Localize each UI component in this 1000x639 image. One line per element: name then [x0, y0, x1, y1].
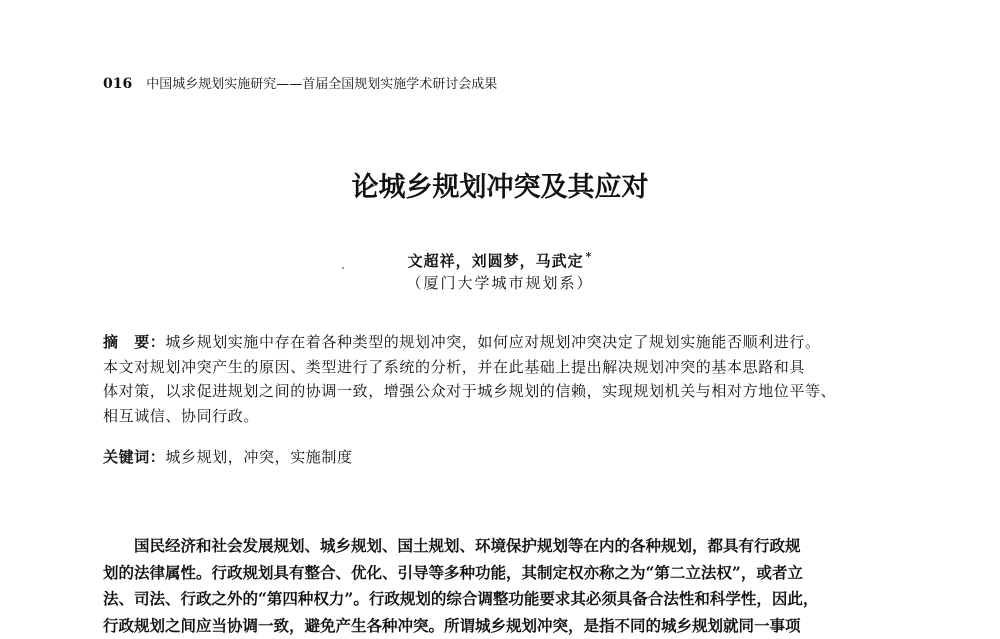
author-names: 文超祥，刘圆梦，马武定 — [407, 252, 584, 270]
abstract-line — [103, 330, 903, 355]
author-footnote-mark: * — [585, 250, 593, 263]
article-title: 论城乡规划冲突及其应对 — [351, 172, 649, 203]
body-line: 行政规划之间应当协调一致，避免产生各种冲突。所谓城乡规划冲突，是指不同的城乡规划就同一事项 — [103, 615, 801, 635]
abstract-line: 体对策，以求促进规划之间的协调一致，增强公众对于城乡规划的信赖，实现规划机关与相对方地位平等、 — [103, 382, 837, 400]
keywords — [103, 446, 353, 468]
article-authors — [0, 251, 1000, 273]
keywords-text: 城乡规划，冲突，实施制度 — [165, 448, 353, 466]
abstract-text: 城乡规划实施中存在着各种类型的规划冲突，如何应对规划冲突决定了规划实施能否顺利进行。 — [165, 333, 821, 351]
abstract-label: 摘 要： — [103, 333, 166, 351]
body-paragraph — [103, 533, 903, 639]
keywords-label: 关键词： — [103, 448, 166, 466]
running-header — [103, 75, 497, 94]
book-title: 中国城乡规划实施研究——首届全国规划实施学术研讨会成果 — [146, 77, 498, 92]
abstract-line: 本文对规划冲突产生的原因、类型进行了系统的分析，并在此基础上提出解决规划冲突的基本思路和具 — [103, 357, 806, 376]
scan-speck — [342, 267, 344, 269]
body-line: 法、司法、行政之外的“第四种权力”。行政规划的综合调整功能要求其必须具备合法性和科学性，因此， — [103, 589, 819, 608]
body-line: 国民经济和社会发展规划、城乡规划、国土规划、环境保护规划等在内的各种规划，都具有行政规 — [134, 536, 801, 555]
author-affiliation: （厦门大学城市规划系） — [406, 274, 594, 292]
abstract-line: 相互诚信、协同行政。 — [103, 406, 260, 425]
body-line: 划的法律属性。行政规划具有整合、优化、引导等多种功能，其制定权亦称之为“第二立法权”，或者立 — [103, 562, 803, 582]
page-number: 016 — [103, 76, 133, 92]
abstract — [103, 330, 903, 428]
